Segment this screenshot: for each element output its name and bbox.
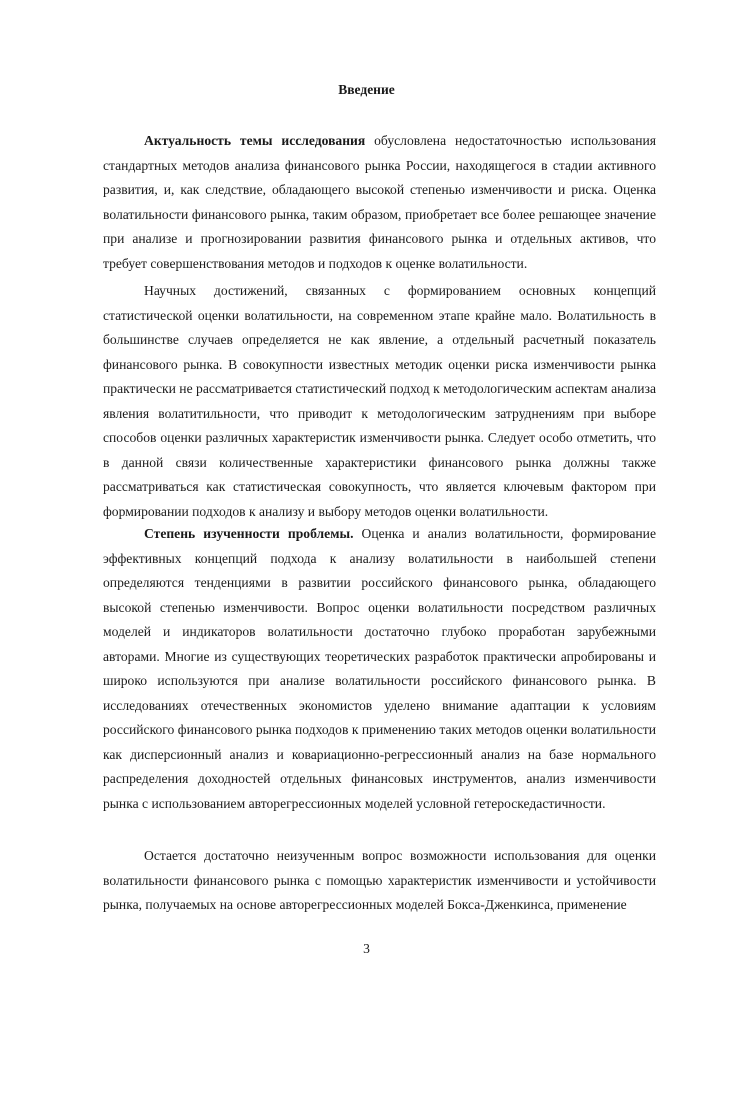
page-title: Введение [338, 82, 395, 97]
paragraph-text [103, 844, 656, 918]
paragraph-achievements [103, 279, 656, 524]
paragraph-lead: Степень изученности проблемы. [144, 526, 354, 541]
paragraph-lead: Актуальность темы исследования [144, 133, 366, 148]
paragraph-body: Остается достаточно неизученным вопрос возможности использования для оценки волатильности финансового рынка с помощью характеристик изменчивости и устойчивости рынка, получаемых на основе авторегрессионных моделей Бокса-Дженкинса, применение [103, 848, 656, 912]
paragraph-text [103, 129, 656, 276]
page-number: 3 [363, 941, 370, 956]
paragraph-text [103, 522, 656, 816]
paragraph-text [103, 279, 656, 524]
paragraph-body: Оценка и анализ волатильности, формирование эффективных концепций подхода к анализу волатильности в наибольшей степени определяются тенденциями в развитии российского финансового рынка, обладающего высокой степенью изменчивости. Вопрос оценки волатильности посредством различных моделей и индикаторов волатильности достаточно глубоко проработан зарубежными авторами. Многие из существующих теоретических разработок практически апробированы и широко используются при анализе волатильности российского финансового рынка. В исследованиях отечественных экономистов уделено внимание адаптации к условиям российского финансового рынка подходов к применению таких методов оценки волатильности как дисперсионный анализ и ковариационно-регрессионный анализ на базе нормального распределения доходностей отдельных финансовых инструментов, анализ изменчивости рынка с использованием авторегрессионных моделей условной гетероскедастичности. [103, 526, 656, 811]
paragraph-relevance [103, 129, 656, 276]
paragraph-study-degree [103, 522, 656, 816]
paragraph-unexplored [103, 844, 656, 918]
paragraph-body: Научных достижений, связанных с формированием основных концепций статистической оценки волатильности, на современном этапе крайне мало. Волатильность в большинстве случаев определяется не как явление, а отдельный расчетный показатель финансового рынка. В совокупности известных методик оценки риска изменчивости рынка практически не рассматривается статистический подход к методологическим аспектам анализа явления волатитильности, что приводит к методологическим затруднениям при выборе способов оценки различных характеристик изменчивости рынка. Следует особо отметить, что в данной связи количественные характеристики финансового рынка должны также рассматриваться как статистическая совокупность, что является ключевым фактором при формировании подходов к анализу и выбору методов оценки волатильности. [103, 283, 656, 519]
paragraph-body: обусловлена недостаточностью использования стандартных методов анализа финансового рынка России, находящегося в стадии активного развития, и, как следствие, обладающего высокой степенью изменчивости и риска. Оценка волатильности финансового рынка, таким образом, приобретает все более решающее значение при анализе и прогнозировании развития финансового рынка и отдельных активов, что требует совершенствования методов и подходов к оценке волатильности. [103, 133, 656, 271]
